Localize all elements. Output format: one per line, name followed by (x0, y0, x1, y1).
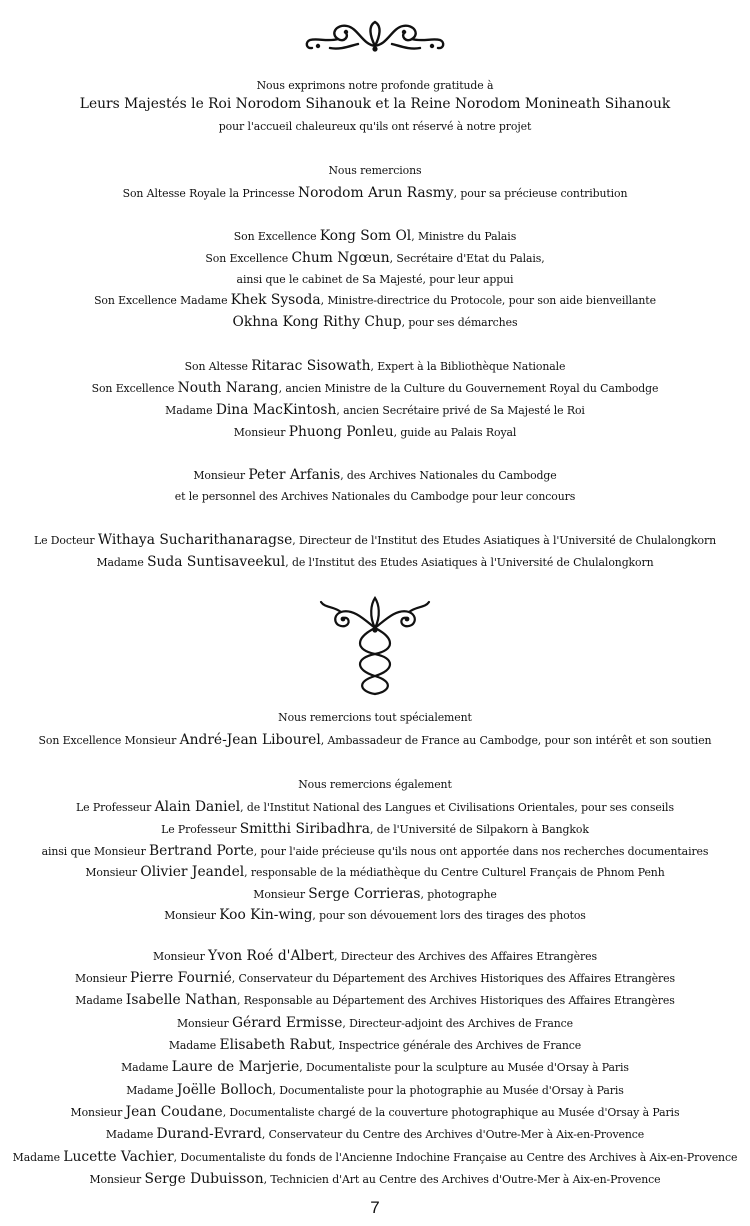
credit-text: , Directeur-adjoint des Archives de France (342, 1017, 574, 1030)
credit-text: Nous remercions (328, 164, 422, 177)
credit-line (10, 907, 740, 924)
credit-line (10, 1149, 740, 1166)
credit-text: , photographe (420, 888, 497, 901)
credit-text: ainsi que le cabinet de Sa Majesté, pour leur appui (236, 273, 514, 286)
person-name: Olivier Jeandel (140, 864, 245, 880)
credit-text: Monsieur (89, 1173, 145, 1186)
credit-text: Monsieur (233, 426, 289, 439)
credit-line (10, 380, 740, 397)
credit-line (10, 799, 740, 816)
credit-text: et le personnel des Archives Nationales du Cambodge pour leur concours (174, 490, 576, 503)
credit-text: Nous exprimons notre profonde gratitude à (256, 79, 494, 92)
person-name: Serge Dubuisson (144, 1171, 264, 1187)
credit-text: Le Docteur (33, 534, 98, 547)
credit-text: Le Professeur (76, 801, 155, 814)
credit-text: , Conservateur du Centre des Archives d'Outre-Mer à Aix-en-Provence (261, 1128, 645, 1141)
credit-text: Madame (126, 1084, 177, 1097)
credit-line (10, 424, 740, 441)
credit-line (10, 250, 740, 267)
credit-text: ainsi que Monsieur (41, 845, 150, 858)
credit-text: , Responsable au Département des Archives Historiques des Affaires Etrangères (236, 994, 675, 1007)
person-name: Alain Daniel (154, 799, 241, 815)
credit-line (10, 1126, 740, 1143)
person-name: Withaya Sucharithanaragse (97, 532, 293, 548)
person-name: Leurs Majestés le Roi Norodom Sihanouk et la Reine Norodom Monineath Sihanouk (79, 96, 671, 112)
credit-text: Madame (105, 1128, 157, 1141)
person-name: Laure de Marjerie (171, 1059, 300, 1075)
person-name: Durand-Evrard (156, 1126, 262, 1142)
person-name: Chum Ngœun (291, 250, 390, 266)
credit-line (10, 402, 740, 419)
credit-text: , Ministre-directrice du Protocole, pour son aide bienveillante (320, 294, 656, 307)
credit-line (10, 1171, 740, 1188)
credit-line (10, 843, 740, 860)
credit-line (10, 96, 740, 113)
middle-vignette-icon (0, 588, 750, 698)
person-name: Koo Kin-wing (219, 907, 313, 923)
person-name: Pierre Fournié (130, 970, 232, 986)
person-name: Serge Corrieras (308, 886, 421, 902)
credit-text: , de l'Institut des Etudes Asiatiques à l'Université de Chulalongkorn (285, 556, 654, 569)
credit-text: Madame (12, 1151, 64, 1164)
credit-text: , Ambassadeur de France au Cambodge, pour son intérêt et son soutien (320, 734, 712, 747)
credit-text: Monsieur (176, 1017, 232, 1030)
person-name: Kong Som Ol (319, 228, 412, 244)
credit-text: Monsieur (253, 888, 309, 901)
person-name: Ritarac Sisowath (251, 358, 371, 374)
credit-line (10, 1015, 740, 1032)
credit-line (10, 1037, 740, 1054)
credit-line (10, 467, 740, 484)
credit-text: Madame (121, 1061, 172, 1074)
credit-line (10, 864, 740, 881)
person-name: Phuong Ponleu (288, 424, 394, 440)
credit-text: , Directeur des Archives des Affaires Etrangères (333, 950, 597, 963)
person-name: Isabelle Nathan (125, 992, 237, 1008)
credit-text: Son Altesse Royale la Princesse (122, 187, 299, 200)
credit-text: , Ministre du Palais (411, 230, 517, 243)
credit-text: , Expert à la Bibliothèque Nationale (370, 360, 566, 373)
credit-text: , ancien Ministre de la Culture du Gouvernement Royal du Cambodge (278, 382, 659, 395)
credit-text: Madame (165, 404, 216, 417)
credit-text: , de l'Institut National des Langues et Civilisations Orientales, pour ses conseils (240, 801, 674, 814)
credit-text: , Documentaliste pour la sculpture au Musée d'Orsay à Paris (299, 1061, 629, 1074)
credit-text: Monsieur (85, 866, 141, 879)
credit-line (10, 489, 740, 505)
credit-text: , pour son dévouement lors des tirages des photos (312, 909, 586, 922)
credit-line (10, 992, 740, 1009)
person-name: Jean Coudane (125, 1104, 223, 1120)
person-name: Yvon Roé d'Albert (208, 948, 334, 964)
credit-line (10, 821, 740, 838)
credit-text: Nous remercions tout spécialement (278, 711, 472, 724)
credit-text: , Inspectrice générale des Archives de France (331, 1039, 582, 1052)
credit-text: , Documentaliste chargé de la couverture photographique au Musée d'Orsay à Paris (222, 1106, 680, 1119)
person-name: Bertrand Porte (149, 843, 254, 859)
credit-line (10, 163, 740, 179)
credit-text: , Secrétaire d'Etat du Palais, (389, 252, 545, 265)
credit-line (10, 358, 740, 375)
credit-text: , pour sa précieuse contribution (453, 187, 628, 200)
person-name: Smitthi Siribadhra (239, 821, 370, 837)
credit-text: , de l'Université de Silpakorn à Bangkok (369, 823, 589, 836)
credit-line (10, 185, 740, 202)
credit-text: Monsieur (75, 972, 131, 985)
credit-text: Son Excellence (233, 230, 320, 243)
credit-line (10, 710, 740, 726)
credit-line (10, 78, 740, 94)
credit-text: Monsieur (153, 950, 209, 963)
person-name: Gérard Ermisse (231, 1015, 343, 1031)
person-name: Lucette Vachier (63, 1149, 174, 1165)
credit-text: Madame (96, 556, 148, 569)
credit-text: , Technicien d'Art au Centre des Archives d'Outre-Mer à Aix-en-Provence (263, 1173, 661, 1186)
credit-text: , des Archives Nationales du Cambodge (340, 469, 557, 482)
credit-text: Monsieur (193, 469, 249, 482)
person-name: Joëlle Bolloch (176, 1082, 273, 1098)
person-name: Peter Arfanis (248, 467, 341, 483)
credit-text: Madame (75, 994, 126, 1007)
credit-text: Monsieur (164, 909, 220, 922)
page-number: 7 (370, 1198, 380, 1217)
person-name: Dina MacKintosh (215, 402, 337, 418)
credit-line (10, 272, 740, 288)
credit-text: Monsieur (70, 1106, 126, 1119)
person-name: Suda Suntisaveekul (147, 554, 286, 570)
person-name: André-Jean Libourel (179, 732, 321, 748)
person-name: Norodom Arun Rasmy (298, 185, 454, 201)
credit-line (10, 732, 740, 749)
credit-line (10, 314, 740, 331)
credit-text: Le Professeur (161, 823, 240, 836)
credit-text: , Directeur de l'Institut des Etudes Asiatiques à l'Université de Chulalongkorn (292, 534, 717, 547)
top-vignette-icon (0, 16, 750, 56)
person-name: Okhna Kong Rithy Chup (232, 314, 402, 330)
credit-line (10, 970, 740, 987)
credit-line (10, 554, 740, 571)
credit-line (10, 1082, 740, 1099)
credit-line (10, 532, 740, 549)
credit-text: , pour l'aide précieuse qu'ils nous ont apportée dans nos recherches documentaires (253, 845, 709, 858)
credit-text: Son Excellence Monsieur (38, 734, 180, 747)
credit-line (10, 119, 740, 135)
credit-text: pour l'accueil chaleureux qu'ils ont réservé à notre projet (218, 120, 532, 133)
credit-text: Son Excellence (91, 382, 178, 395)
credit-text: , ancien Secrétaire privé de Sa Majesté le Roi (336, 404, 585, 417)
credit-text: Madame (168, 1039, 220, 1052)
credit-text: , responsable de la médiathèque du Centre Culturel Français de Phnom Penh (244, 866, 665, 879)
credit-text: , pour ses démarches (401, 316, 518, 329)
credit-text: Son Excellence Madame (94, 294, 231, 307)
credit-line (10, 292, 740, 309)
credit-line (10, 228, 740, 245)
credit-text: Nous remercions également (298, 778, 452, 791)
credit-text: Son Excellence (205, 252, 292, 265)
credit-line (10, 777, 740, 793)
credit-line (10, 948, 740, 965)
credit-text: , Conservateur du Département des Archives Historiques des Affaires Etrangères (231, 972, 675, 985)
credit-text: Son Altesse (184, 360, 252, 373)
person-name: Nouth Narang (177, 380, 279, 396)
credit-text: , Documentaliste du fonds de l'Ancienne Indochine Française au Centre des Archives à Aix-en-Provence (173, 1151, 738, 1164)
credit-line (10, 1059, 740, 1076)
credit-line (10, 886, 740, 903)
credit-line (10, 1104, 740, 1121)
person-name: Elisabeth Rabut (219, 1037, 332, 1053)
credit-text: , guide au Palais Royal (393, 426, 517, 439)
credit-text: , Documentaliste pour la photographie au Musée d'Orsay à Paris (272, 1084, 624, 1097)
person-name: Khek Sysoda (230, 292, 321, 308)
